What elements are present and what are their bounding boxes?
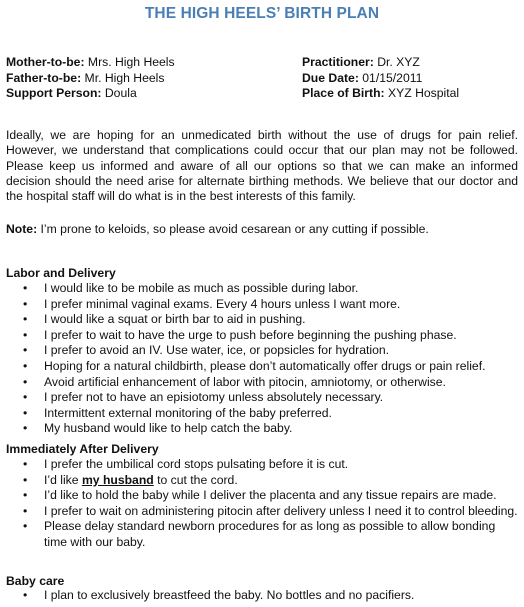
list-item bbox=[0, 297, 520, 313]
baby-care-list bbox=[0, 588, 520, 604]
list-item bbox=[0, 406, 520, 422]
due-date-value: 01/15/2011 bbox=[362, 70, 423, 85]
list-item-text: I prefer minimal vaginal exams. Every 4 hours unless I want more. bbox=[44, 296, 401, 311]
bullet-icon: • bbox=[23, 588, 28, 602]
practitioner-row bbox=[302, 55, 459, 71]
bullet-icon: • bbox=[23, 343, 28, 358]
mother-value: Mrs. High Heels bbox=[87, 55, 175, 69]
list-item bbox=[0, 390, 520, 406]
mother-label: Mother-to-be: bbox=[6, 55, 85, 69]
bullet-icon: • bbox=[23, 312, 28, 327]
bullet-icon: • bbox=[23, 327, 28, 342]
father-value: Mr. High Heels bbox=[84, 70, 165, 85]
section-title-baby-care: Baby care bbox=[6, 574, 65, 588]
list-item-text: Avoid artificial enhancement of labor with pitocin, amniotomy, or otherwise. bbox=[44, 374, 446, 389]
list-item bbox=[0, 588, 520, 604]
bullet-icon: • bbox=[23, 421, 28, 436]
page-title: THE HIGH HEELS’ BIRTH PLAN bbox=[144, 5, 380, 22]
list-item bbox=[0, 473, 520, 489]
list-item bbox=[0, 328, 520, 344]
labor-list bbox=[0, 281, 520, 437]
birth-info bbox=[302, 55, 459, 102]
section-title-labor: Labor and Delivery bbox=[6, 266, 116, 280]
list-item-text: Hoping for a natural childbirth, please don’t automatically offer drugs or pain relief. bbox=[44, 358, 486, 373]
due-date-label: Due Date: bbox=[302, 70, 359, 85]
support-row bbox=[6, 86, 175, 102]
place-value: XYZ Hospital bbox=[388, 86, 460, 100]
bullet-icon: • bbox=[23, 281, 28, 295]
place-row bbox=[302, 86, 459, 102]
list-item-text: My husband would like to help catch the baby. bbox=[44, 421, 293, 436]
bullet-icon: • bbox=[23, 405, 28, 420]
place-label: Place of Birth: bbox=[302, 86, 385, 100]
list-item-text-emphasis: my husband bbox=[81, 472, 154, 487]
list-item-text: I prefer to avoid an IV. Use water, ice, or popsicles for hydration. bbox=[44, 343, 390, 358]
father-label: Father-to-be: bbox=[6, 70, 82, 85]
list-item bbox=[0, 519, 520, 550]
list-item bbox=[0, 375, 520, 391]
list-item bbox=[0, 488, 520, 504]
bullet-icon: • bbox=[23, 503, 28, 518]
bullet-icon: • bbox=[23, 472, 28, 487]
list-item-text: I’d like to hold the baby while I deliver the placenta and any tissue repairs are made. bbox=[44, 488, 497, 503]
bullet-icon: • bbox=[23, 374, 28, 389]
list-item bbox=[0, 312, 520, 328]
practitioner-label: Practitioner: bbox=[302, 55, 374, 69]
note-paragraph bbox=[6, 222, 518, 237]
list-item-text: I prefer to wait to have the urge to push before beginning the pushing phase. bbox=[44, 327, 457, 342]
list-item-text: Please delay standard newborn procedures for as long as possible to allow bonding time with our baby. bbox=[44, 519, 496, 549]
support-label: Support Person: bbox=[6, 86, 102, 100]
list-item-text: I would like to be mobile as much as possible during labor. bbox=[44, 281, 359, 295]
note-text: I’m prone to keloids, so please avoid cesarean or any cutting if possible. bbox=[40, 222, 429, 236]
list-item bbox=[0, 421, 520, 437]
due-date-row bbox=[302, 71, 459, 87]
bullet-icon: • bbox=[23, 296, 28, 311]
list-item bbox=[0, 504, 520, 520]
after-delivery-list bbox=[0, 457, 520, 551]
list-item-text: I prefer not to have an episiotomy unless absolutely necessary. bbox=[44, 390, 384, 405]
bullet-icon: • bbox=[23, 519, 28, 534]
note-label: Note: bbox=[6, 222, 38, 236]
list-item bbox=[0, 343, 520, 359]
list-item-text: I plan to exclusively breastfeed the baby. No bottles and no pacifiers. bbox=[44, 588, 415, 602]
list-item-text: I prefer to wait on administering pitocin after delivery unless I need it to control bleeding. bbox=[44, 503, 518, 518]
practitioner-value: Dr. XYZ bbox=[377, 55, 420, 69]
section-title-after-delivery: Immediately After Delivery bbox=[6, 442, 159, 456]
bullet-icon: • bbox=[23, 488, 28, 503]
father-row bbox=[6, 71, 175, 87]
list-item-text: I would like a squat or birth bar to aid in pushing. bbox=[44, 312, 306, 327]
intro-paragraph: Ideally, we are hoping for an unmedicated birth without the use of drugs for pain relief. However, we understand that complications could occur that our plan may not be followed. Please keep us informed and aware of all our options so that we can make an informed decision should the need arise for alternate birthing methods. We believe that our doctor and the hospital staff will do what is in the best interests of this family. bbox=[6, 128, 518, 204]
parents-info bbox=[6, 55, 175, 102]
list-item bbox=[0, 359, 520, 375]
list-item-text-before: I’d like bbox=[44, 472, 82, 487]
support-value: Doula bbox=[104, 86, 137, 100]
list-item-text: I prefer the umbilical cord stops pulsating before it is cut. bbox=[44, 457, 349, 471]
bullet-icon: • bbox=[23, 358, 28, 373]
list-item-text: Intermittent external monitoring of the baby preferred. bbox=[44, 405, 332, 420]
list-item-text-after: to cut the cord. bbox=[153, 472, 238, 487]
list-item bbox=[0, 281, 520, 297]
list-item bbox=[0, 457, 520, 473]
bullet-icon: • bbox=[23, 457, 28, 471]
bullet-icon: • bbox=[23, 390, 28, 405]
mother-row bbox=[6, 55, 175, 71]
